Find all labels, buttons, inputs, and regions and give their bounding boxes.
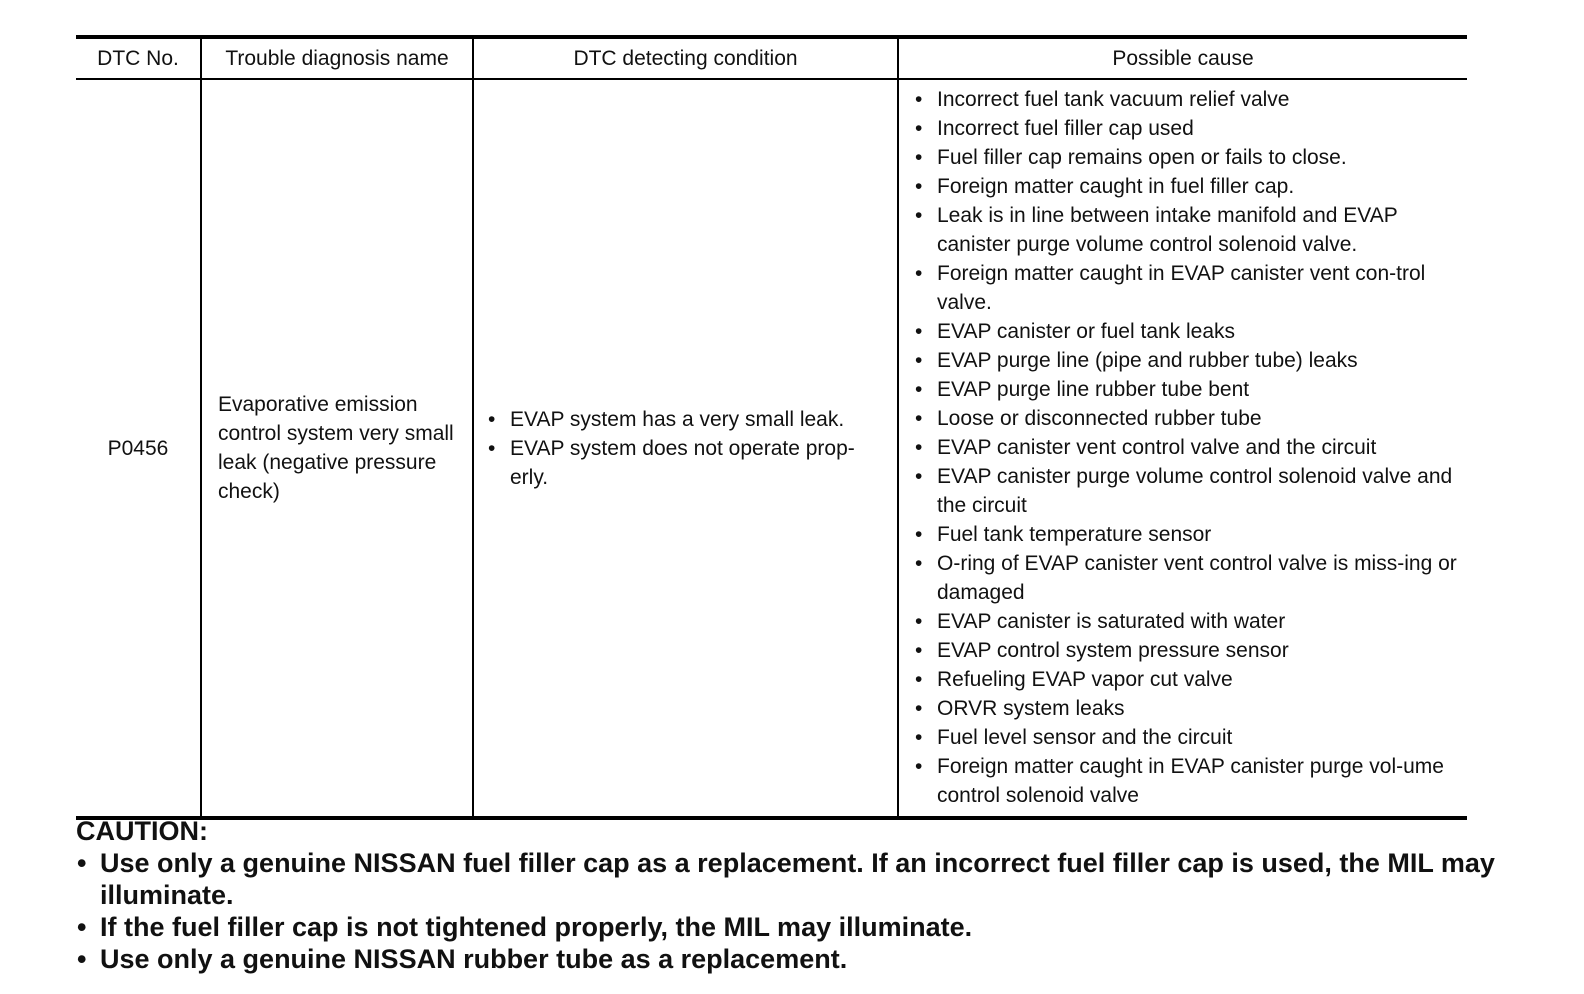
cause-item-text: Fuel tank temperature sensor [937, 523, 1212, 546]
header-possible-cause: Possible cause [898, 37, 1467, 79]
caution-item-text: Use only a genuine NISSAN fuel filler cap as a replacement. If an incorrect fuel filler cap is used, the MIL may illuminate. [100, 848, 1495, 910]
bullet-icon: • [915, 175, 923, 198]
cause-item-text: Loose or disconnected rubber tube [937, 407, 1262, 430]
cause-item [913, 375, 1461, 404]
cause-item-text: ORVR system leaks [937, 697, 1125, 720]
caution-block [76, 815, 1496, 975]
bullet-icon: • [915, 146, 923, 169]
cause-item [913, 549, 1461, 607]
cause-item-text: Leak is in line between intake manifold and EVAP canister purge volume control solenoid valve. [937, 204, 1398, 256]
cause-item [913, 143, 1461, 172]
cause-item [913, 607, 1461, 636]
cause-item [913, 694, 1461, 723]
bullet-icon: • [915, 204, 923, 227]
cause-item-text: EVAP canister is saturated with water [937, 610, 1286, 633]
bullet-icon: • [915, 697, 923, 720]
cause-item-text: Fuel filler cap remains open or fails to close. [937, 146, 1347, 169]
cause-item-text: EVAP canister or fuel tank leaks [937, 320, 1236, 343]
header-trouble-diagnosis-name: Trouble diagnosis name [201, 37, 473, 79]
possible-cause-cell [898, 79, 1467, 818]
detecting-condition-cell [473, 79, 898, 818]
cause-item-text: EVAP purge line (pipe and rubber tube) leaks [937, 349, 1358, 372]
bullet-icon: • [915, 262, 923, 285]
bullet-icon: • [915, 552, 923, 575]
condition-item-text: EVAP system has a very small leak. [510, 407, 845, 431]
bullet-icon: • [915, 117, 923, 140]
bullet-icon: • [915, 755, 923, 778]
cause-item-text: Incorrect fuel tank vacuum relief valve [937, 88, 1290, 111]
caution-heading: CAUTION: [76, 816, 208, 846]
condition-item [486, 434, 891, 492]
cause-item [913, 520, 1461, 549]
cause-item-text: Fuel level sensor and the circuit [937, 726, 1233, 749]
bullet-icon: • [915, 523, 923, 546]
table-header-row [76, 37, 1467, 79]
bullet-icon: • [915, 436, 923, 459]
cause-item-text: EVAP canister purge volume control solenoid valve and the circuit [937, 465, 1453, 517]
bullet-icon: • [915, 668, 923, 691]
cause-item [913, 317, 1461, 346]
bullet-icon: • [915, 320, 923, 343]
bullet-icon: • [915, 88, 923, 111]
bullet-icon: • [77, 912, 87, 942]
cause-list [913, 85, 1461, 810]
cause-item [913, 85, 1461, 114]
bullet-icon: • [915, 726, 923, 749]
trouble-diagnosis-name-cell: Evaporative emission control system very small leak (negative pressure check) [201, 79, 473, 818]
cause-item-text: EVAP control system pressure sensor [937, 639, 1289, 662]
cause-item-text: Foreign matter caught in EVAP canister purge vol-ume control solenoid valve [937, 755, 1444, 807]
cause-item [913, 259, 1461, 317]
bullet-icon: • [915, 465, 923, 488]
caution-item [76, 847, 1496, 911]
cause-item-text: EVAP canister vent control valve and the circuit [937, 436, 1377, 459]
bullet-icon: • [488, 407, 496, 431]
bullet-icon: • [915, 407, 923, 430]
caution-list [76, 847, 1496, 975]
cause-item [913, 114, 1461, 143]
bullet-icon: • [915, 639, 923, 662]
condition-item [486, 405, 891, 434]
cause-item [913, 172, 1461, 201]
cause-item [913, 433, 1461, 462]
caution-item-text: Use only a genuine NISSAN rubber tube as a replacement. [100, 944, 848, 974]
bullet-icon: • [915, 349, 923, 372]
caution-item [76, 943, 1496, 975]
condition-item-text: EVAP system does not operate prop-erly. [510, 436, 855, 489]
table-row [76, 79, 1467, 818]
cause-item-text: Incorrect fuel filler cap used [937, 117, 1194, 140]
dtc-code-cell: P0456 [107, 436, 169, 460]
caution-item [76, 911, 1496, 943]
cause-item [913, 201, 1461, 259]
cause-item [913, 346, 1461, 375]
bullet-icon: • [488, 436, 496, 460]
cause-item-text: EVAP purge line rubber tube bent [937, 378, 1250, 401]
dtc-table [76, 35, 1467, 820]
cause-item [913, 404, 1461, 433]
cause-item [913, 723, 1461, 752]
condition-list [486, 405, 891, 492]
cause-item [913, 752, 1461, 810]
cause-item [913, 462, 1461, 520]
caution-item-text: If the fuel filler cap is not tightened properly, the MIL may illuminate. [100, 912, 973, 942]
cause-item-text: Foreign matter caught in EVAP canister vent con-trol valve. [937, 262, 1426, 314]
header-dtc-no: DTC No. [76, 37, 201, 79]
bullet-icon: • [77, 848, 87, 878]
cause-item-text: Refueling EVAP vapor cut valve [937, 668, 1233, 691]
cause-item-text: Foreign matter caught in fuel filler cap. [937, 175, 1295, 198]
cause-item [913, 636, 1461, 665]
bullet-icon: • [915, 610, 923, 633]
header-dtc-detecting-condition: DTC detecting condition [473, 37, 898, 79]
cause-item-text: O-ring of EVAP canister vent control valve is miss-ing or damaged [937, 552, 1457, 604]
bullet-icon: • [915, 378, 923, 401]
bullet-icon: • [77, 944, 87, 974]
cause-item [913, 665, 1461, 694]
